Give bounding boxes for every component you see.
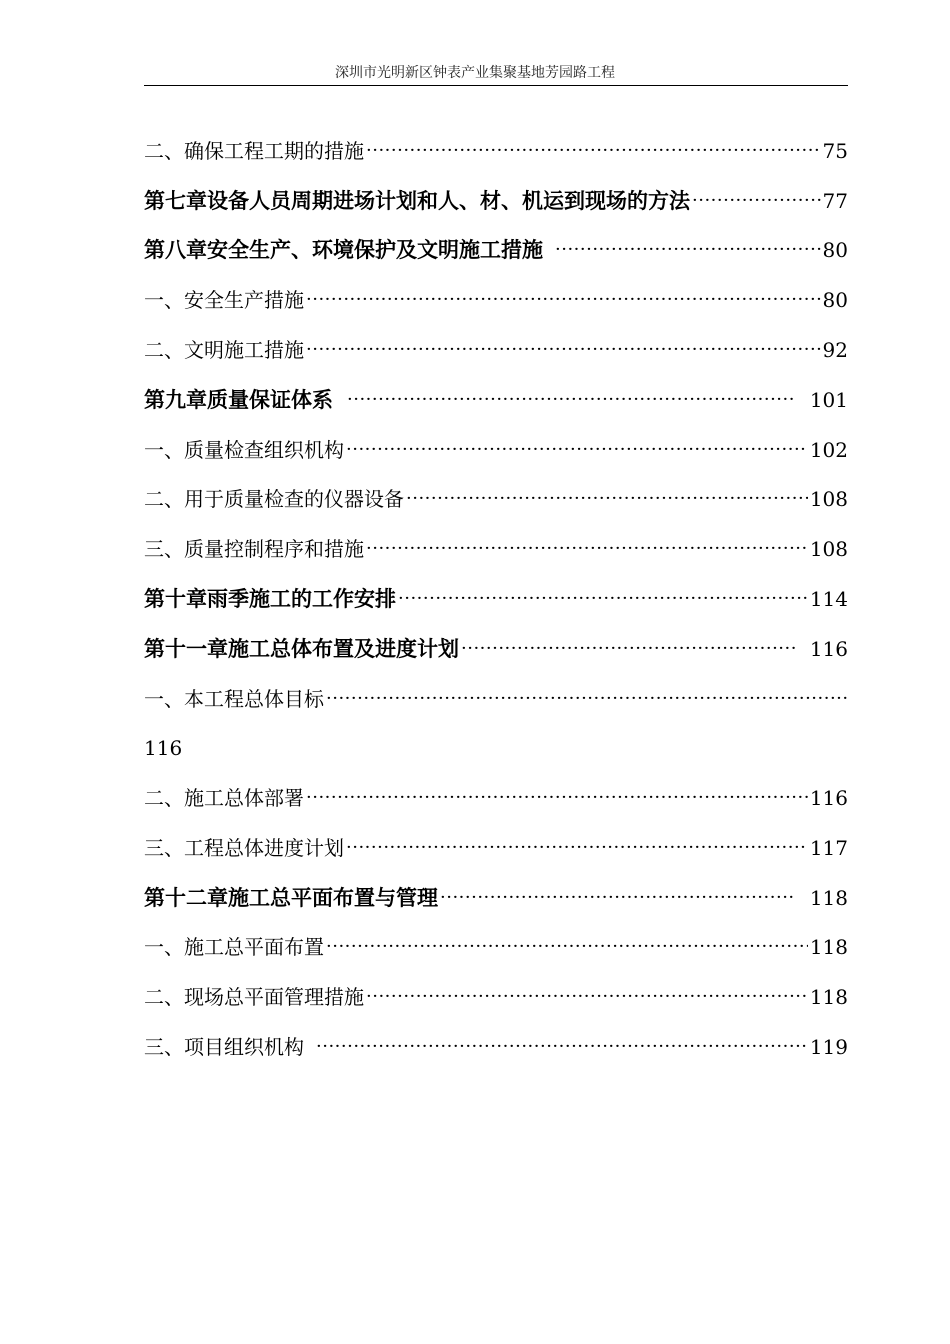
toc-page-number: 114: [809, 587, 848, 611]
toc-page-number: 118: [809, 985, 848, 1009]
toc-entry[interactable]: [144, 532, 848, 566]
toc-entry-label: 二、用于质量检查的仪器设备: [144, 487, 404, 511]
dot-leader: [461, 632, 796, 666]
dot-leader: [346, 831, 808, 865]
toc-entry-label: 第七章设备人员周期进场计划和人、材、机运到现场的方法: [144, 188, 690, 213]
toc-entry-label: 三、质量控制程序和措施: [144, 537, 364, 561]
toc-entry-label: 第八章安全生产、环境保护及文明施工措施: [144, 237, 543, 262]
toc-entry-label: 一、施工总平面布置: [144, 935, 324, 959]
dot-leader: [326, 682, 848, 716]
toc-entry[interactable]: [144, 831, 848, 865]
toc-entry-label: 第十二章施工总平面布置与管理: [144, 885, 438, 910]
toc-chapter-entry[interactable]: [144, 881, 848, 915]
toc-page-number: 101: [809, 388, 848, 412]
toc-page-number: 118: [809, 886, 848, 910]
dot-leader: [366, 532, 808, 566]
toc-entry-label: 三、项目组织机构: [144, 1035, 304, 1059]
toc-page-number: 77: [822, 189, 848, 213]
toc-chapter-entry[interactable]: [144, 184, 848, 218]
toc-page-number: 117: [809, 836, 848, 860]
toc-page-number: 116: [809, 637, 848, 661]
toc-entry[interactable]: [144, 333, 848, 367]
dot-leader: [366, 980, 808, 1014]
toc-page-number: 75: [822, 139, 848, 163]
toc-entry[interactable]: [144, 781, 848, 815]
dot-leader: [347, 383, 796, 417]
dot-leader: [366, 134, 821, 168]
toc-entry[interactable]: [144, 682, 848, 716]
toc-entry-label: 二、文明施工措施: [144, 338, 304, 362]
toc-entry[interactable]: [144, 980, 848, 1014]
toc-entry-label: 第十章雨季施工的工作安排: [144, 586, 396, 611]
dot-leader: [440, 881, 796, 915]
toc-entry-label: 二、确保工程工期的措施: [144, 139, 364, 163]
toc-entry-label: 一、安全生产措施: [144, 288, 304, 312]
header-rule: [144, 85, 848, 86]
dot-leader: [555, 233, 821, 267]
toc-page-number: 102: [809, 438, 848, 462]
dot-leader: [406, 482, 808, 516]
toc-page-number: 118: [809, 935, 848, 959]
toc-entry[interactable]: [144, 433, 848, 467]
toc-entry-label: 一、质量检查组织机构: [144, 438, 344, 462]
dot-leader: [306, 781, 808, 815]
toc-entry-label: 第十一章施工总体布置及进度计划: [144, 636, 459, 661]
toc-page-number: 92: [822, 338, 848, 362]
toc-entry[interactable]: [144, 283, 848, 317]
toc-page-number: 108: [809, 537, 848, 561]
dot-leader: [306, 283, 821, 317]
toc-page-number: 80: [822, 288, 848, 312]
toc-continued-page-number: 116: [144, 736, 183, 760]
toc-chapter-entry[interactable]: [144, 233, 848, 267]
toc-entry-label: 第九章质量保证体系: [144, 387, 333, 412]
dot-leader: [306, 333, 821, 367]
toc-entry-label: 三、工程总体进度计划: [144, 836, 344, 860]
dot-leader: [316, 1030, 808, 1064]
toc-entry[interactable]: [144, 1030, 848, 1064]
toc-chapter-entry[interactable]: [144, 582, 848, 616]
toc-entry-label: 一、本工程总体目标: [144, 687, 324, 711]
running-header: 深圳市光明新区钟表产业集聚基地芳园路工程: [335, 65, 615, 81]
dot-leader: [346, 433, 808, 467]
toc-page-number: 108: [809, 487, 848, 511]
toc-page-number: 116: [809, 786, 848, 810]
toc-page-number: 119: [809, 1035, 848, 1059]
toc-entry[interactable]: [144, 482, 848, 516]
toc-entry-label: 二、施工总体部署: [144, 786, 304, 810]
toc-page-number: 80: [822, 238, 848, 262]
toc-chapter-entry[interactable]: [144, 383, 848, 417]
dot-leader: [692, 184, 821, 218]
dot-leader: [326, 930, 808, 964]
dot-leader: [398, 582, 808, 616]
toc-chapter-entry[interactable]: [144, 632, 848, 666]
toc-entry-label: 二、现场总平面管理措施: [144, 985, 364, 1009]
toc-entry[interactable]: [144, 930, 848, 964]
toc-entry[interactable]: [144, 134, 848, 168]
